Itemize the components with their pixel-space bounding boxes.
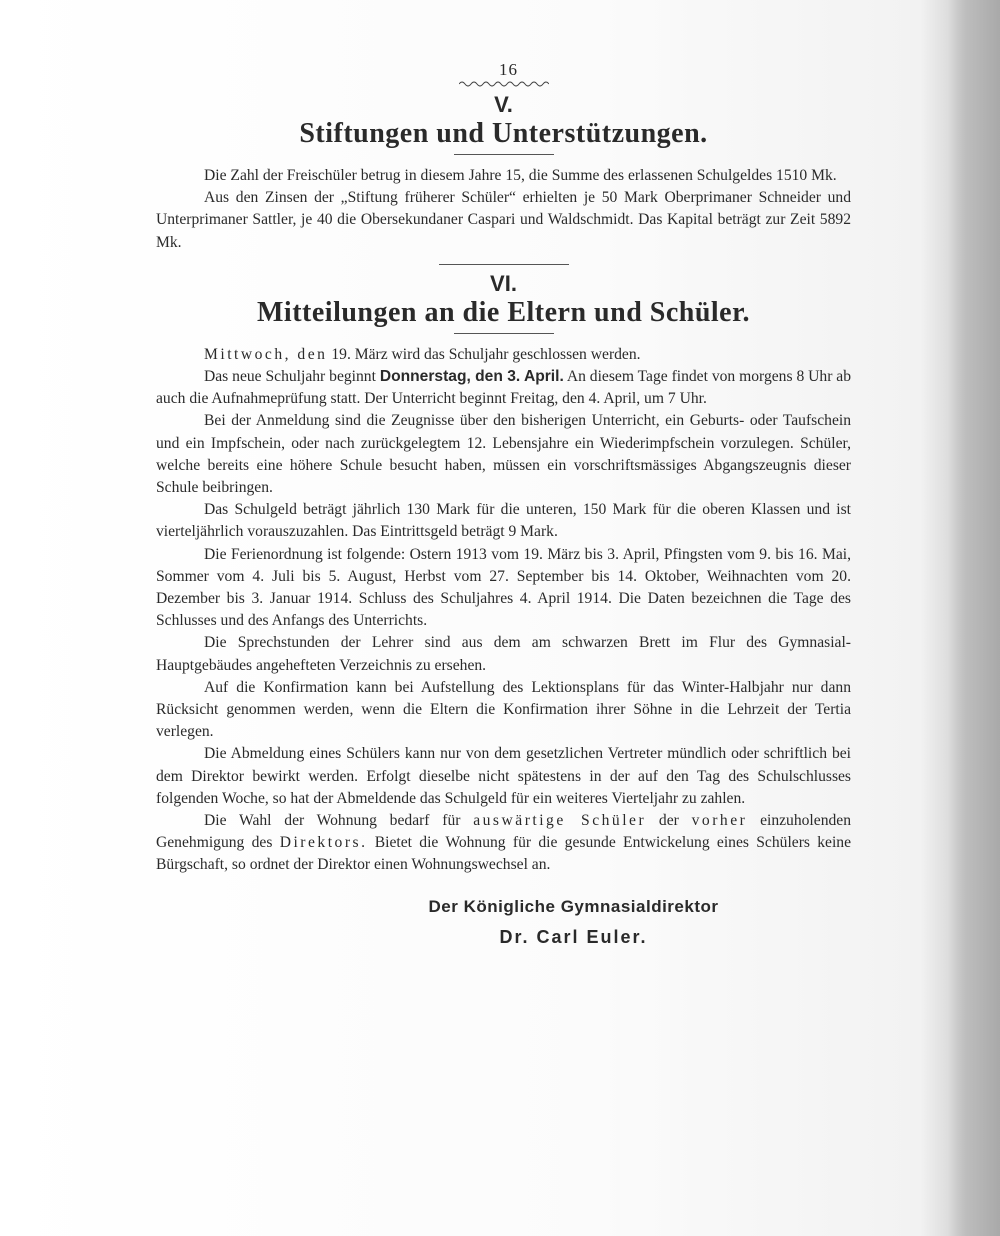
section-5-paragraph: Aus den Zinsen der „Stiftung früherer Schüler“ erhielten je 50 Mark Oberprimaner Schneider und Unterprimaner Sattler, je 40 die Obersekundaner Caspari und Waldschmidt. Das Kapital beträgt zur Zeit 5892 Mk.: [156, 189, 851, 251]
spaced-date-text: Mittwoch, den: [204, 345, 328, 363]
section-6-paragraph-registration: Bei der Anmeldung sind die Zeugnisse über den bisherigen Unterricht, ein Geburts- oder Taufschein und ein Impfschein, oder nach zurückgelegtem 12. Lebensjahre ein Wiederimpfschein vorzulegen. Schüler, welche bereits eine höhere Schule besucht haben, müssen ein vorschriftsmässiges Abgangszeugnis dieser Schule beibringen.: [156, 412, 851, 497]
section-6-number: VI.: [490, 270, 517, 296]
paragraph-text: 19. März wird das Schuljahr geschlossen werden.: [327, 345, 641, 363]
paragraph-text: Bietet die Wohnung für die gesunde Entwickelung eines Schülers keine Bürgschaft, so ordnet der Direktor einen Wohnungswechsel an.: [156, 834, 851, 874]
page-number: 16: [499, 60, 518, 79]
paragraph-text: einzuholenden Genehmigung des: [156, 812, 852, 852]
page-content: [156, 60, 851, 948]
section-6-paragraph-holidays: Die Ferienordnung ist folgende: Ostern 1913 vom 19. März bis 3. April, Pfingsten vom 9. bis 16. Mai, Sommer vom 4. Juli bis 5. August, Herbst vom 27. September bis 14. Oktober, Weihnachten vom 20. Dezember bis 3. Januar 1914. Schluss des Schuljahres 4. April 1914. Die Daten bezeichnen die Tage des Schlusses und des Anfangs des Unterrichts.: [156, 545, 851, 630]
paragraph-text: An diesem Tage findet von morgens 8 Uhr ab auch die Aufnahmeprüfung statt. Der Unterricht beginnt Freitag, den 4. April, um 7 Uhr.: [156, 368, 852, 408]
section-6-paragraph-office-hours: Die Sprechstunden der Lehrer sind aus dem am schwarzen Brett im Flur des Gymnasial-Hauptgebäudes angehefteten Verzeichnis zu ersehen.: [156, 634, 851, 674]
spaced-text: auswärtige Schüler: [473, 812, 647, 830]
section-6-paragraph-confirmation: Auf die Konfirmation kann bei Aufstellung des Lektionsplans für das Winter-Halbjahr nur dann Rücksicht genommen werden, wenn die Eltern die Konfirmation ihrer Söhne in die Lehrzeit der Tertia verlegen.: [156, 678, 851, 741]
title-rule: [454, 154, 554, 155]
spaced-text: Direktors.: [279, 834, 368, 852]
title-rule: [454, 333, 554, 334]
paragraph-text: der: [646, 812, 692, 830]
page-edge-shadow: [948, 0, 1000, 1236]
section-5-number: V.: [494, 92, 513, 117]
bold-date-text: Donnerstag, den 3. April.: [379, 368, 564, 386]
section-6-paragraph-fees: Das Schulgeld beträgt jährlich 130 Mark für die unteren, 150 Mark für die oberen Klassen und ist vierteljährlich vorauszuzahlen. Das Eintrittsgeld beträgt 9 Mark.: [156, 501, 851, 541]
section-6-paragraph-new-year: [156, 366, 851, 410]
section-6-paragraph-withdrawal: Die Abmeldung eines Schülers kann nur von dem gesetzlichen Vertreter mündlich oder schriftlich bei dem Direktor bewirkt werden. Erfolgt dieselbe nicht spätestens in der auf den Tag des Schulschlusses folgenden Woche, so hat der Abmeldende das Schulgeld für ein weiteres Vierteljahr zu zahlen.: [156, 745, 851, 807]
section-6-title: Mitteilungen an die Eltern und Schüler.: [257, 296, 750, 328]
paragraph-text: Die Wahl der Wohnung bedarf für: [204, 812, 474, 830]
section-5-title: Stiftungen und Unterstützungen.: [299, 118, 708, 149]
signature-name: Dr. Carl Euler.: [499, 926, 648, 947]
spaced-text: vorher: [691, 812, 748, 830]
wavy-underline-decoration: [459, 80, 549, 88]
section-6-paragraph-closing: [156, 344, 851, 366]
paragraph-text: Das neue Schuljahr beginnt: [204, 368, 380, 386]
section-divider: [439, 264, 569, 265]
signature-block: [156, 897, 851, 948]
signature-title: Der Königliche Gymnasialdirektor: [428, 896, 719, 916]
section-5-paragraph: Die Zahl der Freischüler betrug in diesem Jahre 15, die Summe des erlassenen Schulgeldes 1510 Mk.: [204, 167, 837, 184]
section-6-paragraph-housing: [156, 810, 851, 877]
